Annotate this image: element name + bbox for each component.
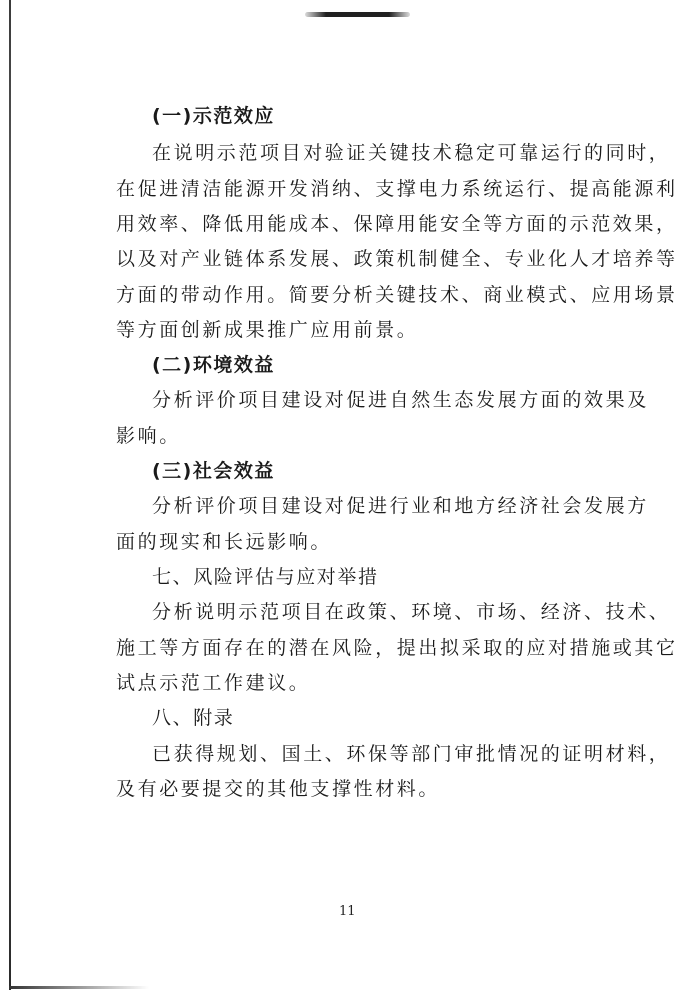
scan-edge-bottom bbox=[9, 986, 149, 989]
paragraph-line: 试点示范工作建议。 bbox=[116, 672, 311, 694]
paragraph-line: 在说明示范项目对验证关键技术稳定可靠运行的同时， bbox=[152, 142, 671, 164]
paragraph-line: 分析说明示范项目在政策、环境、市场、经济、技术、 bbox=[152, 601, 671, 623]
page-number: 11 bbox=[339, 904, 356, 919]
scan-edge-left bbox=[9, 0, 11, 990]
paragraph-line: 用效率、降低用能成本、保障用能安全等方面的示范效果， bbox=[116, 213, 678, 235]
paragraph-line: 分析评价项目建设对促进行业和地方经济社会发展方 bbox=[152, 495, 649, 517]
paragraph-line: 影响。 bbox=[116, 425, 181, 447]
section-title-risk-assessment: 七、风险评估与应对举措 bbox=[152, 566, 379, 588]
section-title-appendix: 八、附录 bbox=[152, 707, 235, 729]
paragraph-line: 及有必要提交的其他支撑性材料。 bbox=[116, 778, 441, 800]
paragraph-line: 等方面创新成果推广应用前景。 bbox=[116, 319, 419, 341]
paragraph-line: 施工等方面存在的潜在风险，提出拟采取的应对措施或其它 bbox=[116, 637, 678, 659]
paragraph-line: 分析评价项目建设对促进自然生态发展方面的效果及 bbox=[152, 389, 649, 411]
paragraph-line: 方面的带动作用。简要分析关键技术、商业模式、应用场景 bbox=[116, 284, 678, 306]
paragraph-line: 面的现实和长远影响。 bbox=[116, 531, 333, 553]
heading-demonstration-effect: (一)示范效应 bbox=[152, 105, 275, 127]
heading-environmental-benefit: (二)环境效益 bbox=[152, 354, 275, 376]
paragraph-line: 在促进清洁能源开发消纳、支撑电力系统运行、提高能源利 bbox=[116, 178, 678, 200]
scan-artifact-top bbox=[305, 12, 410, 17]
paragraph-line: 已获得规划、国土、环保等部门审批情况的证明材料， bbox=[152, 743, 671, 765]
paragraph-line: 以及对产业链体系发展、政策机制健全、专业化人才培养等 bbox=[116, 248, 678, 270]
heading-social-benefit: (三)社会效益 bbox=[152, 460, 275, 482]
